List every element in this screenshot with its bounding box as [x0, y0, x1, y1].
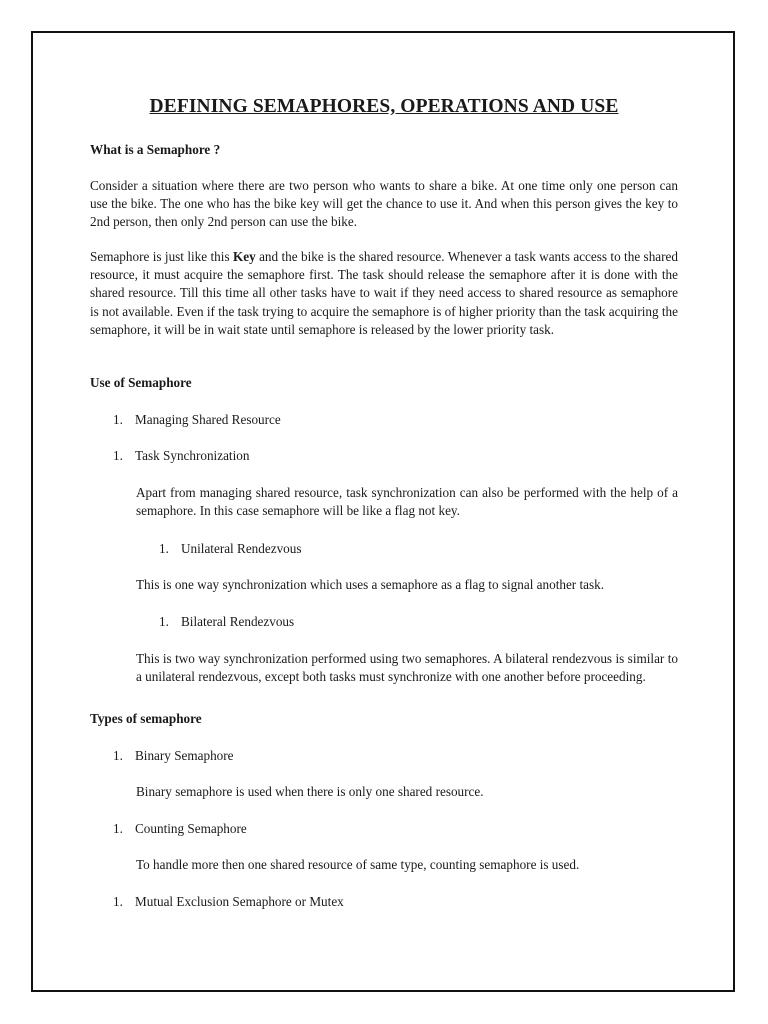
key-rest-text: and the bike is the shared resource. Whenever a task wants access to the shared resource, it must acquire the semaphore first. The task should release the semaphore after it is done with the shared resource. Till this time all other tasks have to wait if they need access to shared resource as semaphore is not available. Even if the task trying to acquire the semaphore is of higher priority than the task acquiring the semaphore, it will be in wait state until semaphore is released by the lower priority task.	[90, 249, 678, 337]
list-item-text: Binary Semaphore	[135, 748, 234, 763]
list-item-text: Counting Semaphore	[135, 821, 247, 836]
what-is-semaphore-heading: What is a Semaphore ?	[90, 142, 221, 157]
semaphore-key-paragraph	[90, 248, 678, 339]
list-number: 1.	[113, 894, 123, 909]
bilateral-paragraph: This is two way synchronization performed using two semaphores. A bilateral rendezvous is similar to a unilateral rendezvous, except both tasks must synchronize with one another before proceeding.	[136, 651, 678, 685]
counting-semaphore-description: To handle more then one shared resource of same type, counting semaphore is used.	[136, 857, 580, 872]
list-item-text: Bilateral Rendezvous	[181, 614, 295, 629]
list-item-unilateral-rendezvous	[159, 540, 301, 558]
list-item-mutex	[113, 893, 344, 911]
types-of-semaphore-heading: Types of semaphore	[90, 711, 202, 726]
list-number: 1.	[159, 541, 169, 556]
list-item-binary-semaphore	[113, 747, 234, 765]
list-item-text: Unilateral Rendezvous	[181, 541, 302, 556]
list-number: 1.	[113, 412, 123, 427]
list-item-text: Task Synchronization	[135, 448, 250, 463]
list-number: 1.	[159, 614, 169, 629]
unilateral-paragraph: This is one way synchronization which uses a semaphore as a flag to signal another task.	[136, 577, 605, 592]
document-title: DEFINING SEMAPHORES, OPERATIONS AND USE	[149, 96, 619, 117]
list-item-task-synchronization	[113, 447, 249, 465]
list-item-text: Managing Shared Resource	[135, 412, 281, 427]
use-of-semaphore-heading: Use of Semaphore	[90, 375, 192, 390]
list-item-counting-semaphore	[113, 820, 247, 838]
list-number: 1.	[113, 448, 123, 463]
list-number: 1.	[113, 748, 123, 763]
key-term: Key	[232, 249, 256, 264]
binary-semaphore-description: Binary semaphore is used when there is only one shared resource.	[136, 784, 484, 799]
list-item-bilateral-rendezvous	[159, 613, 294, 631]
bike-analogy-paragraph: Consider a situation where there are two person who wants to share a bike. At one time only one person can use the bike. The one who has the bike key will get the chance to use it. And when this person gives the key to 2nd person, then only 2nd person can use the bike.	[90, 178, 678, 230]
list-item-text: Mutual Exclusion Semaphore or Mutex	[135, 894, 344, 909]
task-sync-paragraph: Apart from managing shared resource, task synchronization can also be performed with the help of a semaphore. In this case semaphore will be like a flag not key.	[136, 485, 678, 519]
list-item-managing-shared-resource	[113, 411, 281, 429]
key-lead-text: Semaphore is just like this	[90, 249, 233, 264]
list-number: 1.	[113, 821, 123, 836]
